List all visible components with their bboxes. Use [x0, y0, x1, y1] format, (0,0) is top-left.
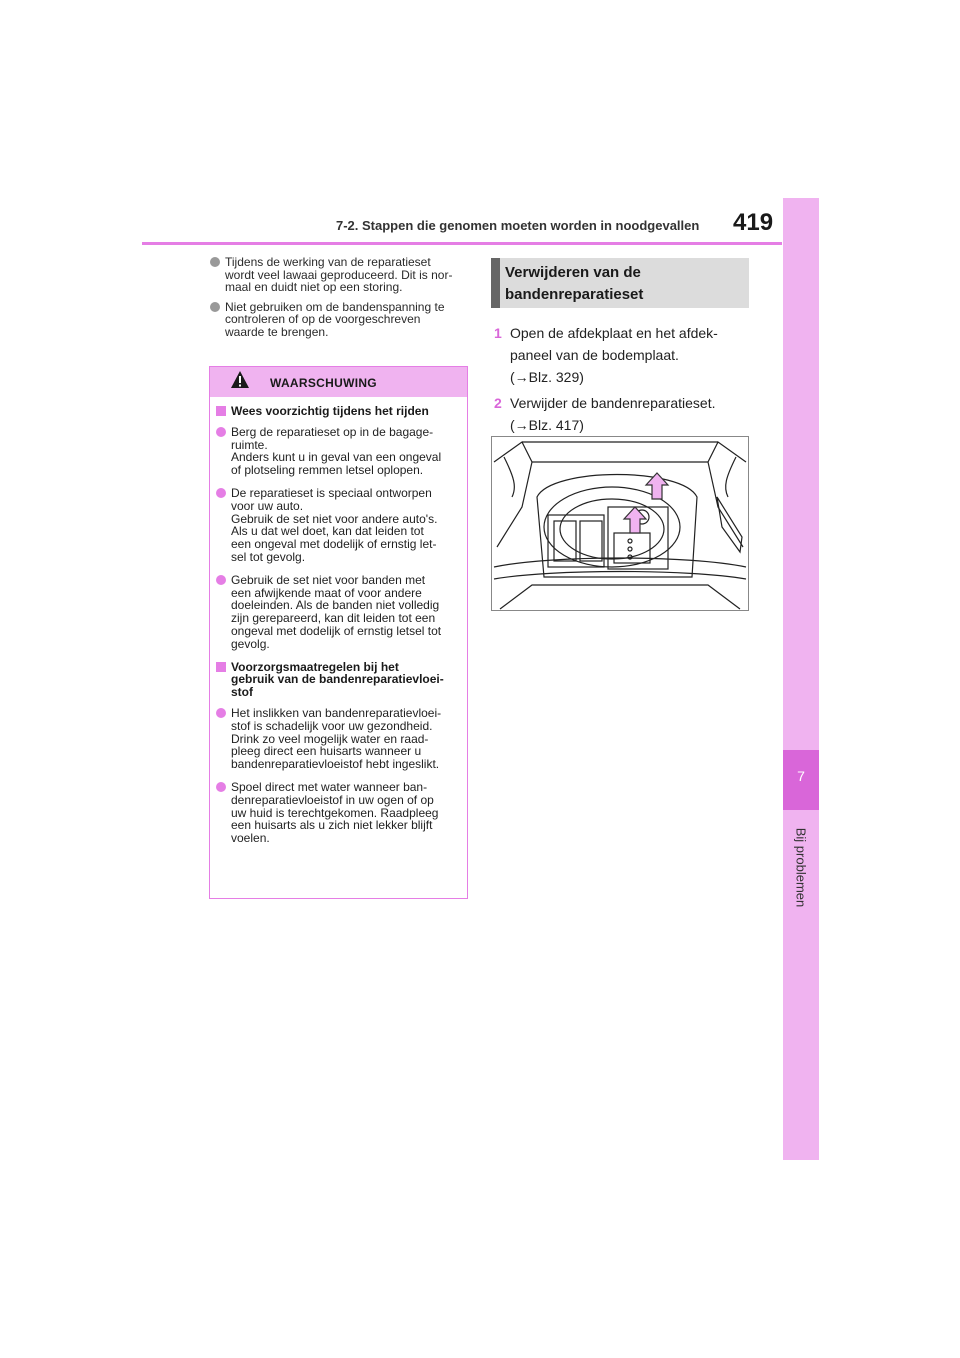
bullet-item: Tijdens de werking van de reparatieset wordt veel lawaai geproduceerd. Dit is nor- maal en duidt niet op een storing. — [210, 256, 472, 294]
warning-header — [210, 367, 467, 397]
bullet-icon — [210, 302, 220, 312]
square-bullet-icon — [216, 662, 226, 672]
header-divider — [142, 242, 782, 245]
warning-box — [209, 366, 468, 899]
page-reference: (→Blz. 417) — [510, 417, 584, 433]
step-item: 1 Open de afdekplaat en het afdek- paneel van de bodemplaat. (→Blz. 329) — [494, 322, 754, 388]
bullet-icon — [216, 488, 226, 498]
bullet-icon — [216, 708, 226, 718]
warning-item: De reparatieset is speciaal ontworpen voor uw auto. Gebruik de set niet voor andere auto's. Als u dat wel doet, kan dat leiden tot een ongeval met dodelijk of ernstig let- sel tot gevolg. — [216, 487, 459, 564]
section-title: Verwijderen van de bandenreparatieset — [505, 264, 644, 303]
section-header-title: 7-2. Stappen die genomen moeten worden in noodgevallen — [336, 218, 700, 233]
step-number: 2 — [494, 395, 502, 411]
page-reference: (→Blz. 329) — [510, 369, 584, 385]
bullet-item: Niet gebruiken om de bandenspanning te controleren of op de voorgeschreven waarde te brengen. — [210, 301, 472, 339]
steps-list — [494, 322, 754, 440]
chapter-title: Bij problemen — [793, 827, 809, 908]
square-bullet-icon — [216, 406, 226, 416]
section-heading-bar — [491, 258, 500, 308]
warning-heading-fluid: Voorzorgsmaatregelen bij het gebruik van de bandenreparatievloei- stof — [216, 661, 459, 699]
page-number: 419 — [733, 209, 774, 236]
warning-item: Het inslikken van bandenreparatievloei- stof is schadelijk voor uw gezondheid. Drink zo veel mogelijk water en raad- pleeg direct een huisarts wanneer u bandenreparatievloeistof hebt ingeslikt. — [216, 707, 459, 771]
bullet-icon — [216, 427, 226, 437]
step-number: 1 — [494, 325, 502, 341]
warning-item: Gebruik de set niet voor banden met een afwijkende maat of voor andere doeleinden. Als de banden niet volledig zijn gerepareerd, kan dit leiden tot een ongeval met dodelijk of ernstig letsel tot gevolg. — [216, 574, 459, 651]
step-item: 2 Verwijder de bandenreparatieset. (→Blz. 417) — [494, 392, 754, 436]
section-heading — [491, 258, 749, 308]
chapter-sidebar — [783, 198, 819, 1160]
warning-heading-driving: Wees voorzichtig tijdens het rijden — [216, 405, 459, 418]
trunk-illustration-svg — [492, 437, 748, 610]
trunk-repair-kit-illustration — [491, 436, 749, 611]
warning-triangle-icon — [230, 370, 250, 390]
bullet-icon — [216, 782, 226, 792]
warning-item: Spoel direct met water wanneer ban- denreparatievloeistof in uw ogen of op uw huid is terechtgekomen. Raadpleeg een huisarts als u zich niet lekker blijft voelen. — [216, 781, 459, 845]
warning-title: WAARSCHUWING — [270, 376, 377, 390]
chapter-number: 7 — [797, 768, 805, 784]
bullet-icon — [216, 575, 226, 585]
intro-bullets — [210, 256, 472, 346]
bullet-icon — [210, 257, 220, 267]
warning-item: Berg de reparatieset op in de bagage- ruimte. Anders kunt u in geval van een ongeval of plotseling remmen letsel oplopen. — [216, 426, 459, 477]
